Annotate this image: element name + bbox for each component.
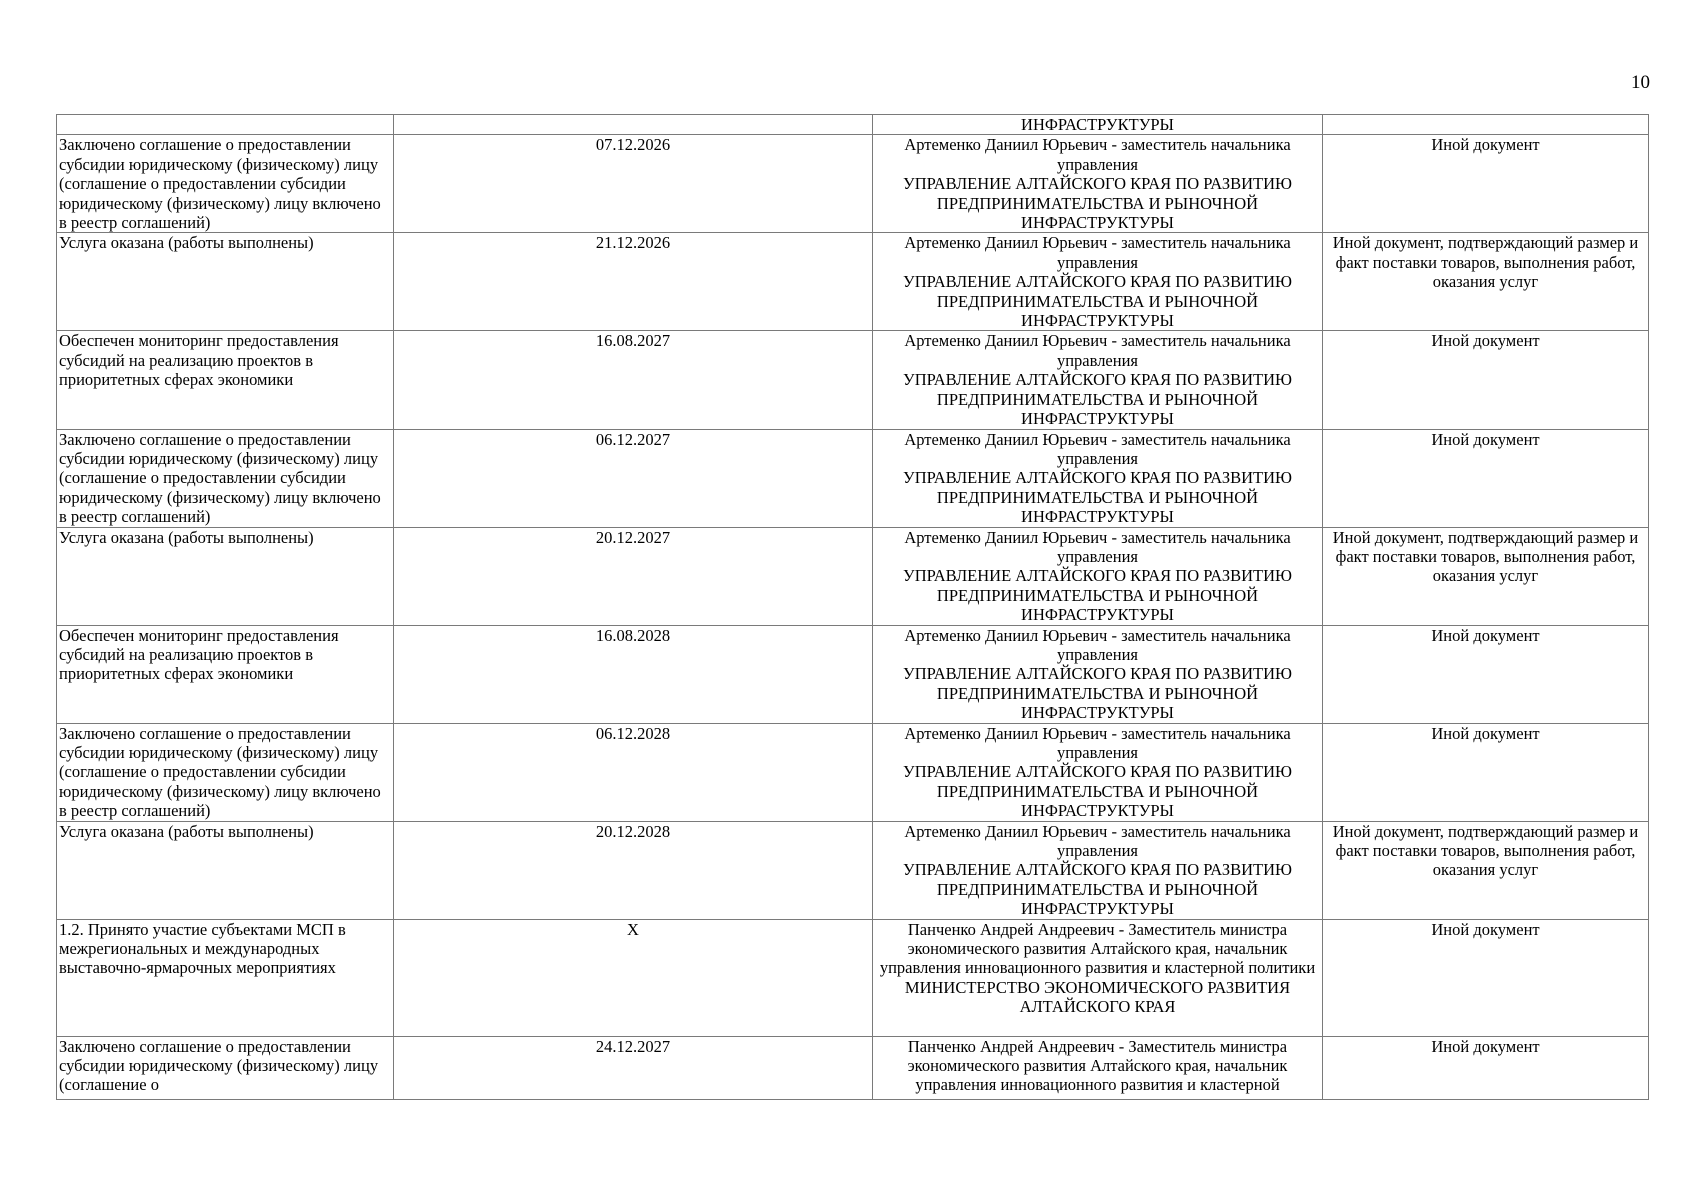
plan-table xyxy=(56,114,1649,1100)
result-cell: Услуга оказана (работы выполнены) xyxy=(57,821,394,919)
document-cell: Иной документ, подтверждающий размер и факт поставки товаров, выполнения работ, оказания услуг xyxy=(1323,233,1649,331)
responsible-org: УПРАВЛЕНИЕ АЛТАЙСКОГО КРАЯ ПО РАЗВИТИЮ ПРЕДПРИНИМАТЕЛЬСТВА И РЫНОЧНОЙ ИНФРАСТРУКТУРЫ xyxy=(903,566,1292,625)
date-cell: 21.12.2026 xyxy=(394,233,873,331)
date-cell: 16.08.2028 xyxy=(394,625,873,723)
result-cell: Заключено соглашение о предоставлении субсидии юридическому (физическому) лицу (соглашение о предоставлении субсидии юридическому (физическому) лицу включено в реестр соглашений) xyxy=(57,135,394,233)
result-cell: Обеспечен мониторинг предоставления субсидий на реализацию проектов в приоритетных сферах экономики xyxy=(57,331,394,429)
date-cell: 07.12.2026 xyxy=(394,135,873,233)
result-cell: 1.2. Принято участие субъектами МСП в межрегиональных и международных выставочно-ярмарочных мероприятиях xyxy=(57,919,394,1036)
table-row xyxy=(57,135,1649,233)
document-cell: Иной документ xyxy=(1323,625,1649,723)
responsible-org: МИНИСТЕРСТВО ЭКОНОМИЧЕСКОГО РАЗВИТИЯ АЛТАЙСКОГО КРАЯ xyxy=(904,977,1291,1017)
table-row xyxy=(57,821,1649,919)
responsible-org: УПРАВЛЕНИЕ АЛТАЙСКОГО КРАЯ ПО РАЗВИТИЮ ПРЕДПРИНИМАТЕЛЬСТВА И РЫНОЧНОЙ ИНФРАСТРУКТУРЫ xyxy=(903,272,1292,331)
page-number: 10 xyxy=(1631,72,1650,93)
document-cell xyxy=(1323,115,1649,135)
responsible-cell xyxy=(873,429,1323,527)
document-cell: Иной документ xyxy=(1323,1036,1649,1099)
responsible-cell xyxy=(873,625,1323,723)
date-cell xyxy=(394,115,873,135)
result-cell: Услуга оказана (работы выполнены) xyxy=(57,527,394,625)
responsible-cell xyxy=(873,723,1323,821)
document-cell: Иной документ, подтверждающий размер и факт поставки товаров, выполнения работ, оказания услуг xyxy=(1323,821,1649,919)
result-cell: Услуга оказана (работы выполнены) xyxy=(57,233,394,331)
result-cell: Заключено соглашение о предоставлении субсидии юридическому (физическому) лицу (соглашение о предоставлении субсидии юридическому (физическому) лицу включено в реестр соглашений) xyxy=(57,723,394,821)
table-row xyxy=(57,115,1649,135)
date-cell: X xyxy=(394,919,873,1036)
responsible-person: Артеменко Даниил Юрьевич - заместитель начальника управления xyxy=(904,331,1291,370)
responsible-person: Артеменко Даниил Юрьевич - заместитель начальника управления xyxy=(904,429,1291,468)
responsible-person: Панченко Андрей Андреевич - Заместитель министра экономического развития Алтайского края, начальник управления инновационного развития и кластерной xyxy=(907,1036,1288,1095)
responsible-person: Панченко Андрей Андреевич - Заместитель министра экономического развития Алтайского края, начальник управления инновационного развития и кластерной политики xyxy=(879,919,1316,978)
document-cell: Иной документ, подтверждающий размер и факт поставки товаров, выполнения работ, оказания услуг xyxy=(1323,527,1649,625)
date-cell: 06.12.2027 xyxy=(394,429,873,527)
document-cell: Иной документ xyxy=(1323,429,1649,527)
date-cell: 20.12.2027 xyxy=(394,527,873,625)
responsible-person: Артеменко Даниил Юрьевич - заместитель начальника управления xyxy=(904,723,1291,762)
responsible-org: УПРАВЛЕНИЕ АЛТАЙСКОГО КРАЯ ПО РАЗВИТИЮ ПРЕДПРИНИМАТЕЛЬСТВА И РЫНОЧНОЙ ИНФРАСТРУКТУРЫ xyxy=(903,762,1292,821)
responsible-cell xyxy=(873,1036,1323,1099)
result-cell: Заключено соглашение о предоставлении субсидии юридическому (физическому) лицу (соглашение о xyxy=(57,1036,394,1099)
responsible-org: УПРАВЛЕНИЕ АЛТАЙСКОГО КРАЯ ПО РАЗВИТИЮ ПРЕДПРИНИМАТЕЛЬСТВА И РЫНОЧНОЙ ИНФРАСТРУКТУРЫ xyxy=(903,664,1292,723)
responsible-person: Артеменко Даниил Юрьевич - заместитель начальника управления xyxy=(904,625,1291,664)
responsible-cell xyxy=(873,527,1323,625)
table-row xyxy=(57,429,1649,527)
document-cell: Иной документ xyxy=(1323,135,1649,233)
table-row xyxy=(57,233,1649,331)
responsible-cell xyxy=(873,919,1323,1036)
responsible-person: Артеменко Даниил Юрьевич - заместитель начальника управления xyxy=(904,135,1291,174)
date-cell: 16.08.2027 xyxy=(394,331,873,429)
responsible-org: УПРАВЛЕНИЕ АЛТАЙСКОГО КРАЯ ПО РАЗВИТИЮ ПРЕДПРИНИМАТЕЛЬСТВА И РЫНОЧНОЙ ИНФРАСТРУКТУРЫ xyxy=(903,370,1292,429)
responsible-cell xyxy=(873,135,1323,233)
responsible-org: ИНФРАСТРУКТУРЫ xyxy=(1021,115,1174,134)
responsible-cell xyxy=(873,331,1323,429)
date-cell: 24.12.2027 xyxy=(394,1036,873,1099)
result-cell: Заключено соглашение о предоставлении субсидии юридическому (физическому) лицу (соглашение о предоставлении субсидии юридическому (физическому) лицу включено в реестр соглашений) xyxy=(57,429,394,527)
document-cell: Иной документ xyxy=(1323,723,1649,821)
document-cell: Иной документ xyxy=(1323,331,1649,429)
responsible-org: УПРАВЛЕНИЕ АЛТАЙСКОГО КРАЯ ПО РАЗВИТИЮ ПРЕДПРИНИМАТЕЛЬСТВА И РЫНОЧНОЙ ИНФРАСТРУКТУРЫ xyxy=(903,468,1292,527)
document-cell: Иной документ xyxy=(1323,919,1649,1036)
result-cell: Обеспечен мониторинг предоставления субсидий на реализацию проектов в приоритетных сферах экономики xyxy=(57,625,394,723)
table-row xyxy=(57,625,1649,723)
date-cell: 20.12.2028 xyxy=(394,821,873,919)
responsible-cell xyxy=(873,821,1323,919)
responsible-cell xyxy=(873,233,1323,331)
result-cell xyxy=(57,115,394,135)
responsible-org: УПРАВЛЕНИЕ АЛТАЙСКОГО КРАЯ ПО РАЗВИТИЮ ПРЕДПРИНИМАТЕЛЬСТВА И РЫНОЧНОЙ ИНФРАСТРУКТУРЫ xyxy=(903,174,1292,233)
table-row xyxy=(57,1036,1649,1099)
responsible-person: Артеменко Даниил Юрьевич - заместитель начальника управления xyxy=(904,821,1291,861)
table-row xyxy=(57,723,1649,821)
table-row xyxy=(57,919,1649,1036)
responsible-org: УПРАВЛЕНИЕ АЛТАЙСКОГО КРАЯ ПО РАЗВИТИЮ ПРЕДПРИНИМАТЕЛЬСТВА И РЫНОЧНОЙ ИНФРАСТРУКТУРЫ xyxy=(903,860,1292,919)
table-row xyxy=(57,331,1649,429)
responsible-cell xyxy=(873,115,1323,135)
date-cell: 06.12.2028 xyxy=(394,723,873,821)
responsible-person: Артеменко Даниил Юрьевич - заместитель начальника управления xyxy=(904,527,1291,566)
responsible-person: Артеменко Даниил Юрьевич - заместитель начальника управления xyxy=(904,233,1291,272)
table-row xyxy=(57,527,1649,625)
